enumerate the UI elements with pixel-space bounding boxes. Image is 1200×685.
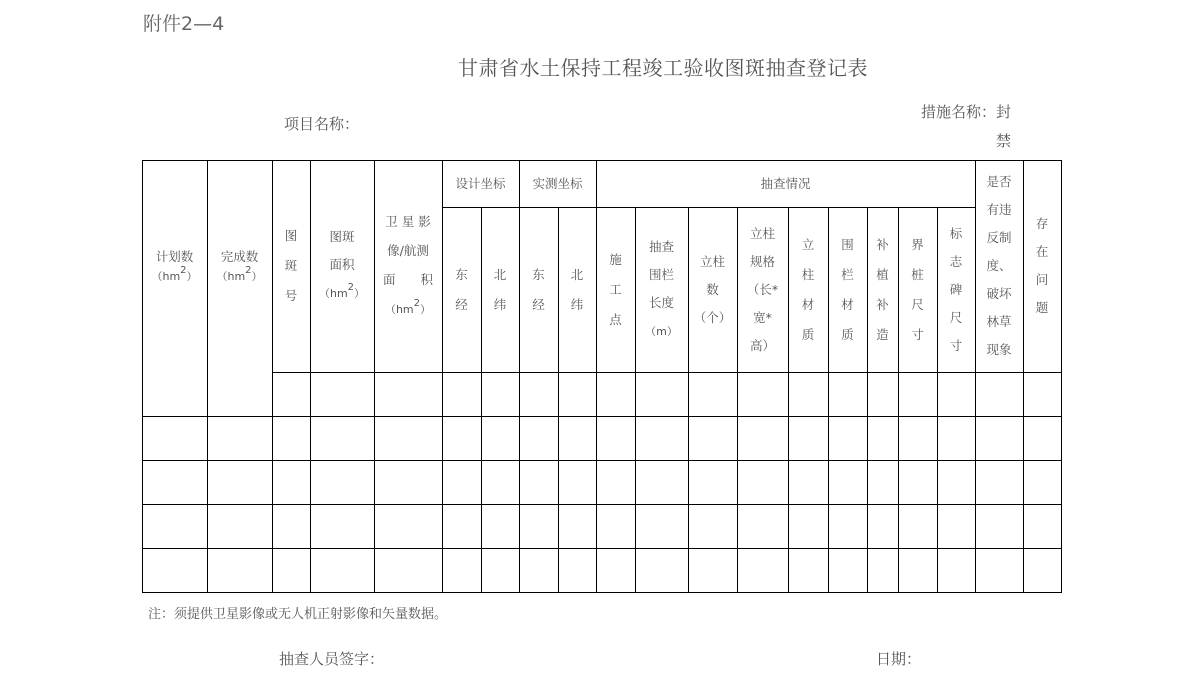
header-design-north: 北 纬 (493, 266, 507, 312)
header-measured-east: 东 经 (532, 266, 545, 312)
measure-name-wrap: 禁 (996, 132, 1012, 150)
measure-name-label (921, 98, 1011, 156)
header-completed: 完成数 （hm2） (216, 248, 263, 283)
header-patch-number: 图 斑 号 (284, 228, 298, 303)
date-label: 日期： (876, 650, 922, 668)
header-patch-area: 图斑 面积 （hm2） (318, 229, 366, 300)
header-measured-coord: 实测坐标 (532, 175, 583, 191)
attachment-label: 附件2—4 (143, 13, 225, 35)
header-violation: 是否 有违 反制 度、 破坏 林草 现象 (986, 174, 1012, 357)
header-satellite-area: 卫 星 影 像/航测 面 积 （hm2） (382, 214, 433, 316)
measure-name-text: 措施名称：封 (921, 103, 1012, 121)
header-post-material: 立 柱 材 质 (801, 236, 815, 342)
header-construction-site: 施 工 点 (609, 251, 622, 327)
header-issues: 存 在 问 题 (1035, 216, 1049, 315)
header-design-east: 东 经 (455, 266, 468, 312)
header-sign-size: 标 志 碑 尺 寸 (949, 225, 963, 353)
inspector-signature-label: 抽查人员签字： (279, 650, 385, 668)
header-fence-material: 围 栏 材 质 (841, 236, 854, 342)
header-fence-length: 抽查 围栏 长度 （m） (645, 239, 678, 338)
footnote: 注：须提供卫星影像或无人机正射影像和矢量数据。 (148, 607, 448, 622)
project-name-label: 项目名称： (284, 115, 360, 133)
header-post-spec: 立柱 规格 （长* 宽* 高） (746, 225, 779, 353)
header-design-coord: 设计坐标 (455, 175, 506, 191)
form-title: 甘肃省水土保持工程竣工验收图斑抽查登记表 (458, 56, 868, 80)
header-inspection: 抽查情况 (760, 175, 811, 191)
header-planned: 计划数 （hm2） (151, 248, 198, 283)
header-post-count: 立柱 数 （个） (693, 253, 732, 325)
header-replanting: 补 植 补 造 (876, 236, 889, 342)
header-measured-north: 北 纬 (570, 266, 584, 312)
header-boundary-stake-size: 界 桩 尺 寸 (911, 236, 924, 342)
inspection-table (142, 160, 1062, 593)
